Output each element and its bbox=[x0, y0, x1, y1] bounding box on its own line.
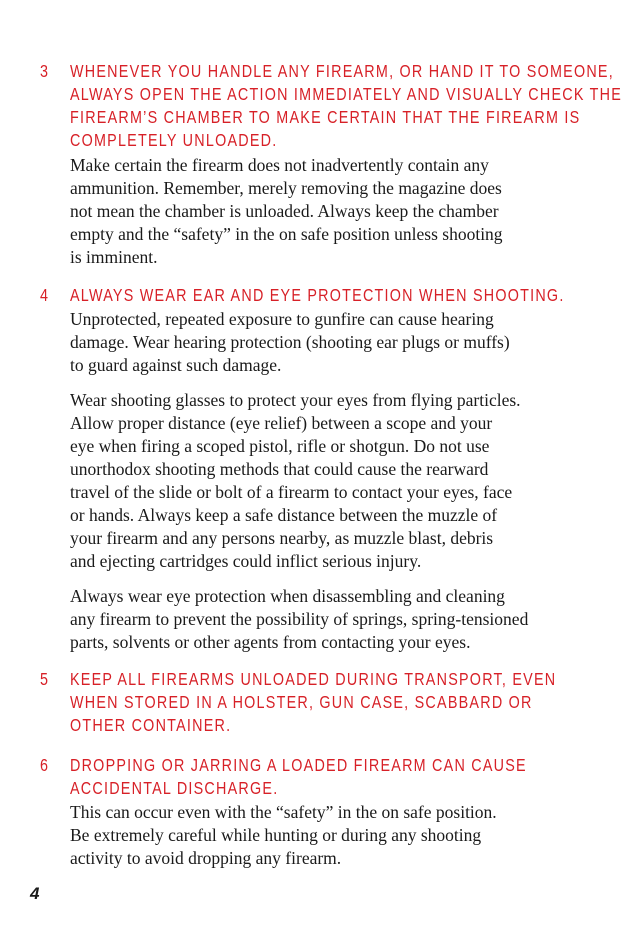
rule-paragraph bbox=[70, 585, 590, 654]
rule-heading bbox=[70, 668, 595, 737]
paragraph-line: Unprotected, repeated exposure to gunfire can cause hearing bbox=[70, 309, 494, 329]
rule-paragraph bbox=[70, 801, 590, 870]
rule-paragraph bbox=[70, 154, 590, 269]
paragraph-line: eye when firing a scoped pistol, rifle or shotgun. Do not use bbox=[70, 436, 490, 456]
paragraph-line: your firearm and any persons nearby, as muzzle blast, debris bbox=[70, 528, 494, 548]
heading-line: WHENEVER YOU HANDLE ANY FIREARM, OR HAND IT TO SOMEONE, bbox=[70, 61, 614, 81]
paragraph-line: travel of the slide or bolt of a firearm to contact your eyes, face bbox=[70, 482, 513, 502]
paragraph-line: Be extremely careful while hunting or during any shooting bbox=[70, 825, 482, 845]
paragraph-line: This can occur even with the “safety” in the on safe position. bbox=[70, 802, 497, 822]
paragraph-line: any firearm to prevent the possibility of springs, spring-tensioned bbox=[70, 609, 529, 629]
paragraph-line: activity to avoid dropping any firearm. bbox=[70, 848, 342, 868]
rule-heading bbox=[70, 60, 623, 152]
paragraph-line: Always wear eye protection when disassembling and cleaning bbox=[70, 586, 505, 606]
paragraph-line: is imminent. bbox=[70, 247, 158, 267]
paragraph-line: ammunition. Remember, merely removing the magazine does bbox=[70, 178, 502, 198]
heading-line: KEEP ALL FIREARMS UNLOADED DURING TRANSPORT, EVEN bbox=[70, 669, 557, 689]
rule-paragraph bbox=[70, 389, 590, 573]
rule-paragraph bbox=[70, 308, 590, 377]
paragraph-line: Allow proper distance (eye relief) between a scope and your bbox=[70, 413, 493, 433]
paragraph-line: damage. Wear hearing protection (shooting ear plugs or muffs) bbox=[70, 332, 510, 352]
paragraph-line: Make certain the firearm does not inadvertently contain any bbox=[70, 155, 489, 175]
rule-number: 5 bbox=[40, 669, 49, 689]
paragraph-line: and ejecting cartridges could inflict serious injury. bbox=[70, 551, 422, 571]
paragraph-line: empty and the “safety” in the on safe position unless shooting bbox=[70, 224, 503, 244]
heading-line: ALWAYS WEAR EAR AND EYE PROTECTION WHEN SHOOTING. bbox=[70, 285, 565, 305]
paragraph-line: to guard against such damage. bbox=[70, 355, 282, 375]
rule-number: 6 bbox=[40, 755, 49, 775]
heading-line: COMPLETELY UNLOADED. bbox=[70, 130, 278, 150]
rule-number: 3 bbox=[40, 61, 49, 81]
rule-number: 4 bbox=[40, 285, 49, 305]
paragraph-line: unorthodox shooting methods that could cause the rearward bbox=[70, 459, 489, 479]
rule-heading bbox=[70, 754, 595, 800]
paragraph-line: or hands. Always keep a safe distance between the muzzle of bbox=[70, 505, 498, 525]
paragraph-line: parts, solvents or other agents from contacting your eyes. bbox=[70, 632, 471, 652]
rule-heading bbox=[70, 284, 595, 307]
page-number: 4 bbox=[30, 884, 40, 903]
heading-line: DROPPING OR JARRING A LOADED FIREARM CAN CAUSE bbox=[70, 755, 527, 775]
heading-line: ALWAYS OPEN THE ACTION IMMEDIATELY AND VISUALLY CHECK THE bbox=[70, 84, 623, 104]
heading-line: ACCIDENTAL DISCHARGE. bbox=[70, 778, 279, 798]
paragraph-line: Wear shooting glasses to protect your eyes from flying particles. bbox=[70, 390, 521, 410]
paragraph-line: not mean the chamber is unloaded. Always keep the chamber bbox=[70, 201, 499, 221]
heading-line: WHEN STORED IN A HOLSTER, GUN CASE, SCABBARD OR bbox=[70, 692, 533, 712]
heading-line: OTHER CONTAINER. bbox=[70, 715, 232, 735]
heading-line: FIREARM’S CHAMBER TO MAKE CERTAIN THAT THE FIREARM IS bbox=[70, 107, 581, 127]
